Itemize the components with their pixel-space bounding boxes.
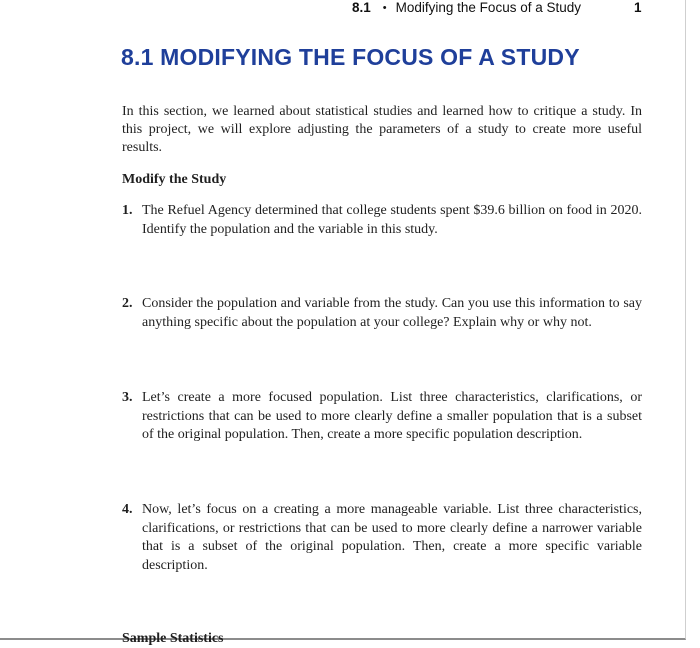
question-text: Now, let’s focus on a creating a more manageable variable. List three characteristics, clarifications, or restrictions that can be used to more clearly define a narrower variable that is a subset of the original population. Then, create a more specific variable description. [142, 502, 642, 573]
question-item [122, 501, 642, 575]
header-section-number: 8.1 [352, 0, 371, 15]
question-item [122, 295, 642, 332]
question-item [122, 202, 642, 239]
next-section-heading: Sample Statistics [122, 631, 224, 646]
subheading-modify-the-study: Modify the Study [122, 172, 227, 187]
question-text: The Refuel Agency determined that college students spent $39.6 billion on food in 2020. Identify the population and the variable in this study. [142, 203, 642, 237]
question-number: 1. [122, 203, 133, 218]
running-header [352, 0, 642, 16]
question-number: 4. [122, 502, 133, 517]
question-item [122, 389, 642, 445]
header-running-title: Modifying the Focus of a Study [395, 0, 581, 15]
header-bullet: • [382, 2, 387, 14]
question-text: Let’s create a more focused population. List three characteristics, clarifications, or restrictions that can be used to more clearly define a smaller population that is a subset of the original population. Then, create a more specific population description. [142, 390, 642, 442]
header-page-number: 1 [634, 0, 642, 15]
question-number: 2. [122, 296, 133, 311]
intro-paragraph: In this section, we learned about statistical studies and learned how to critique a study. In this project, we will explore adjusting the parameters of a study to create more useful results. [122, 104, 642, 155]
question-text: Consider the population and variable from the study. Can you use this information to say anything specific about the population at your college? Explain why or why not. [142, 296, 642, 330]
question-number: 3. [122, 390, 133, 405]
section-title: 8.1 MODIFYING THE FOCUS OF A STUDY [121, 44, 580, 70]
